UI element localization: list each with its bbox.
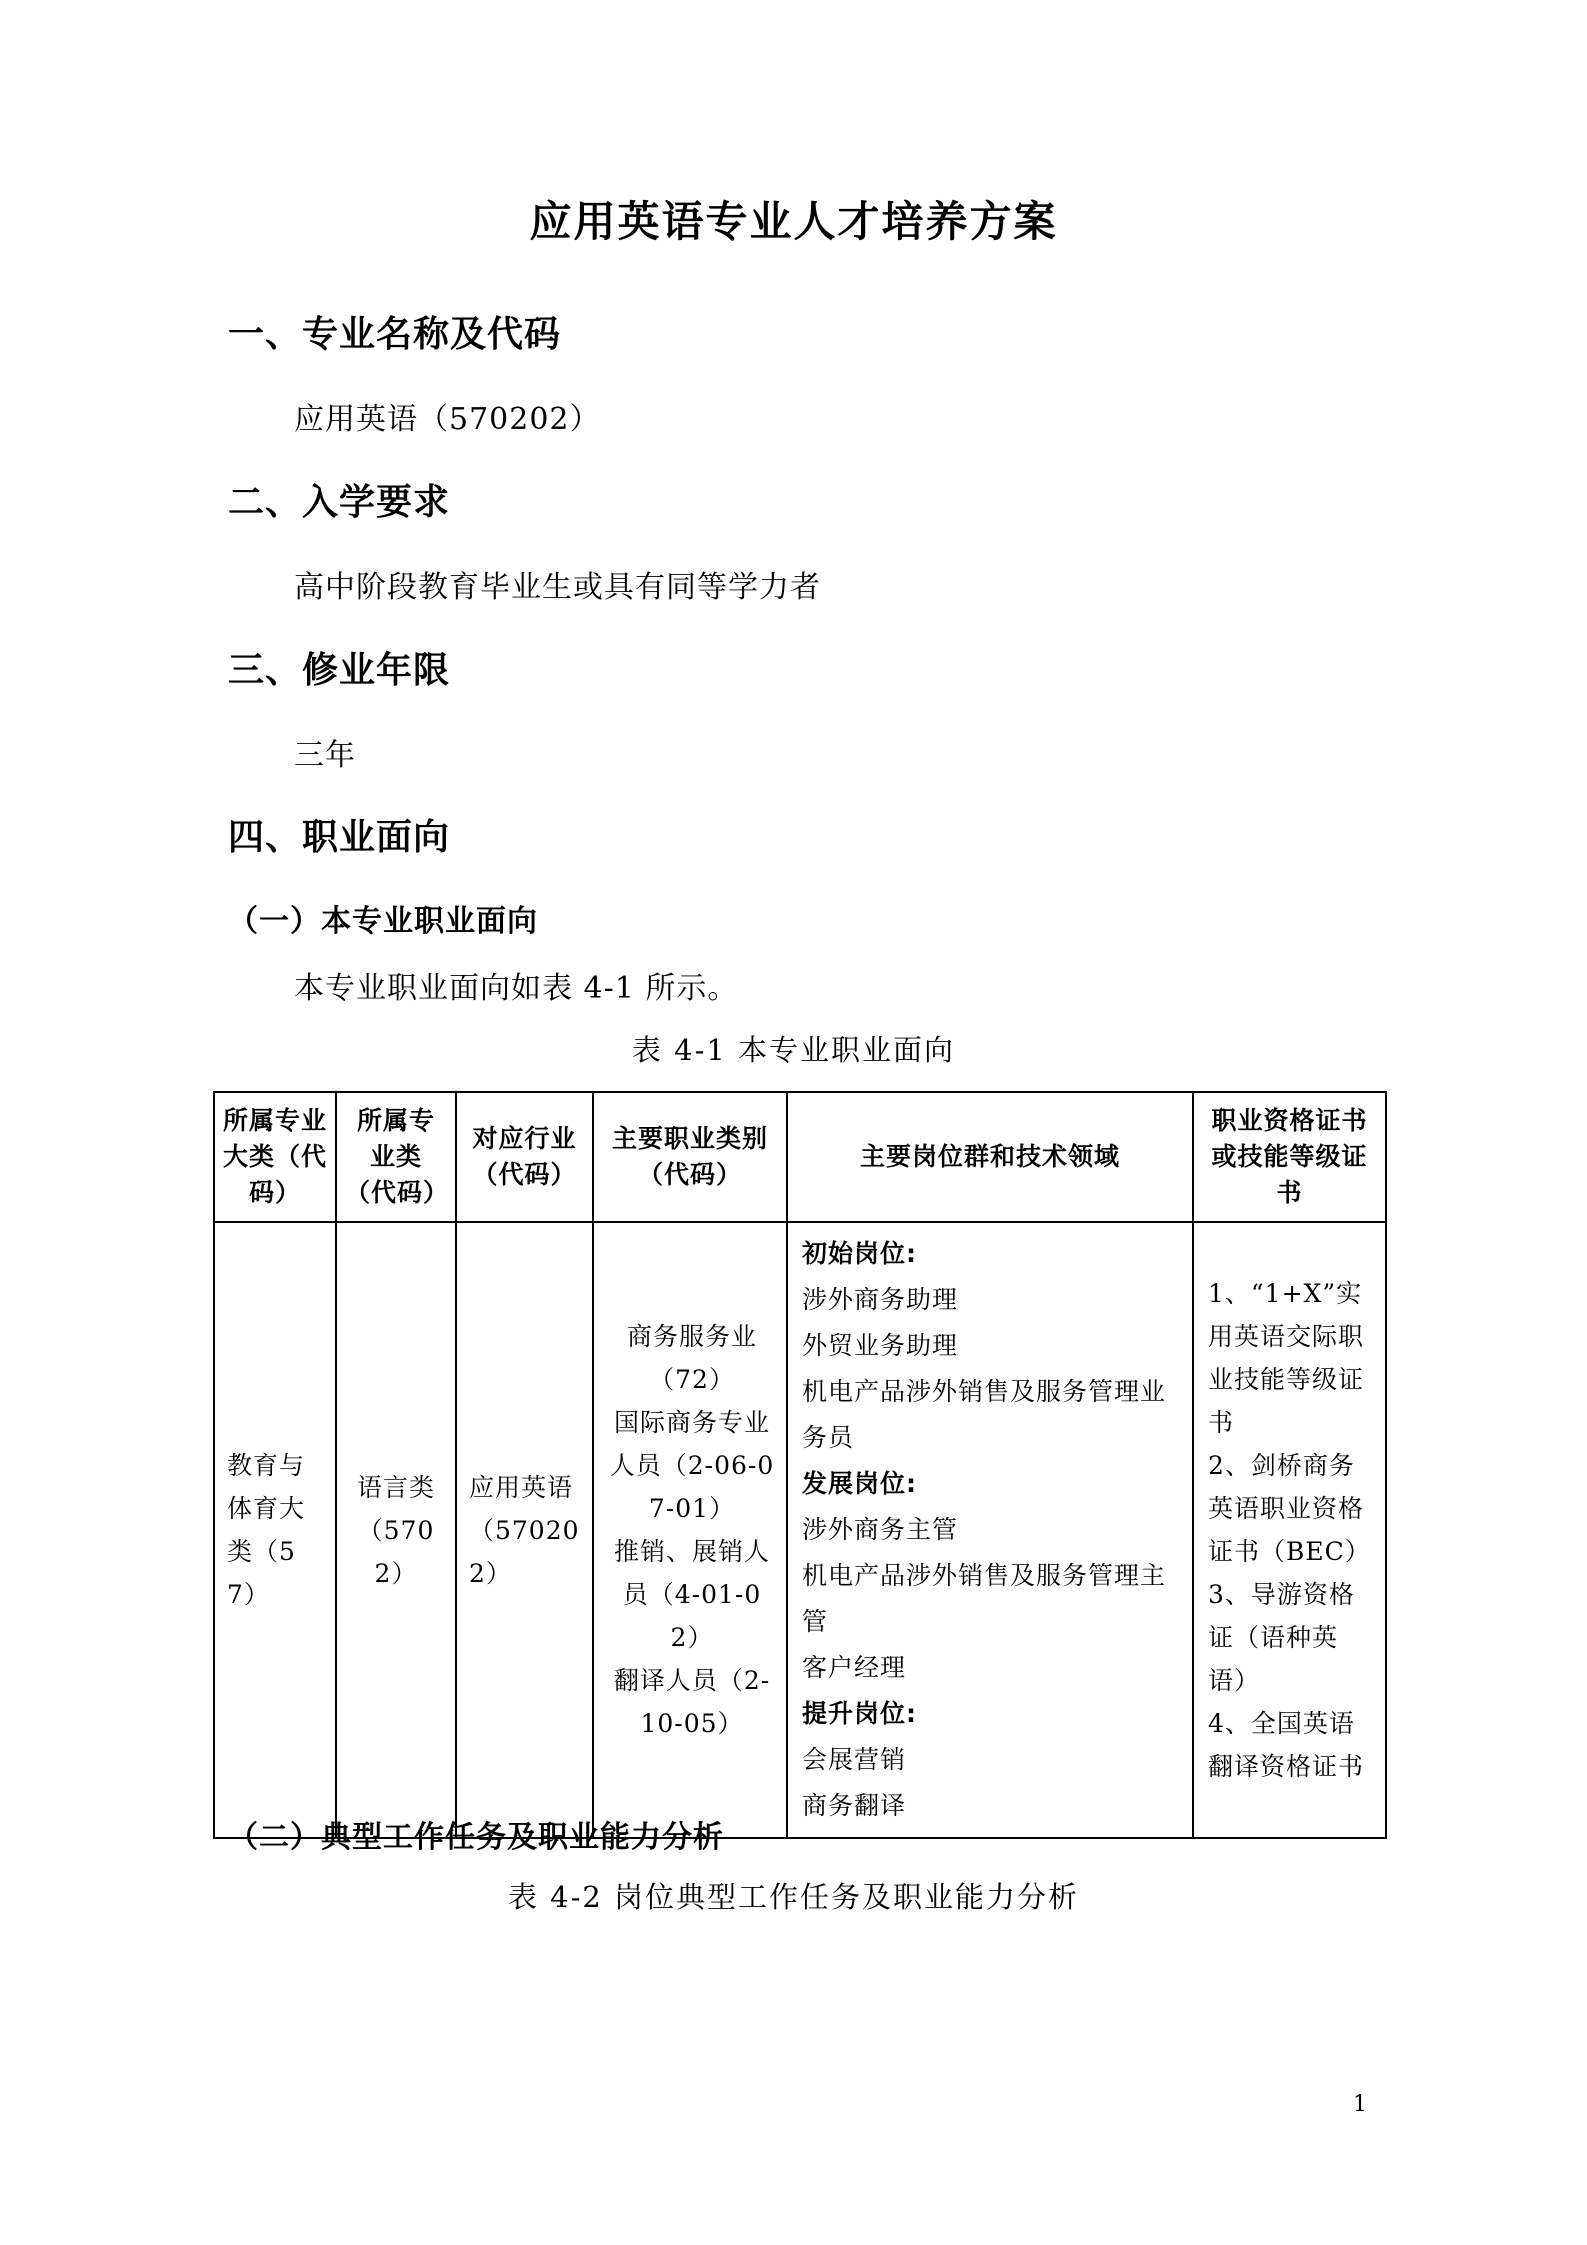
position-item: 会展营销 bbox=[802, 1745, 907, 1774]
section-body-admission: 高中阶段教育毕业生或具有同等学力者 bbox=[294, 570, 821, 605]
positions-develop-label: 发展岗位: bbox=[802, 1469, 917, 1498]
header-certificates: 职业资格证书或技能等级证书 bbox=[1193, 1092, 1386, 1222]
section-heading-name-code: 一、专业名称及代码 bbox=[228, 314, 562, 355]
certificate-item: 3、导游资格证（语种英语） bbox=[1208, 1580, 1355, 1695]
cell-positions bbox=[787, 1222, 1193, 1838]
subsection-heading-career-orientation: （一）本专业职业面向 bbox=[228, 904, 538, 939]
cell-major-category: 教育与体育大类（57） bbox=[214, 1222, 336, 1838]
header-job-category: 主要职业类别（代码） bbox=[593, 1092, 787, 1222]
section-body-name-code: 应用英语（570202） bbox=[294, 402, 601, 437]
header-major-class: 所属专业类（代码） bbox=[336, 1092, 456, 1222]
career-orientation-table bbox=[213, 1091, 1387, 1839]
table-row bbox=[214, 1222, 1386, 1838]
position-item: 机电产品涉外销售及服务管理业务员 bbox=[802, 1377, 1167, 1452]
table-caption-4-2: 表 4-2 岗位典型工作任务及职业能力分析 bbox=[507, 1880, 1080, 1914]
section-heading-career: 四、职业面向 bbox=[228, 817, 451, 858]
section-body-duration: 三年 bbox=[294, 738, 356, 773]
position-item: 机电产品涉外销售及服务管理主管 bbox=[802, 1561, 1167, 1636]
position-item: 商务翻译 bbox=[802, 1791, 907, 1820]
section-heading-admission: 二、入学要求 bbox=[228, 482, 451, 523]
job-category-item: 商务服务业（72） bbox=[626, 1322, 757, 1394]
cell-certificates bbox=[1193, 1222, 1386, 1838]
job-category-item: 翻译人员（2-10-05） bbox=[613, 1666, 771, 1738]
cell-job-categories bbox=[593, 1222, 787, 1838]
positions-initial-label: 初始岗位: bbox=[802, 1239, 917, 1268]
subsection-intro: 本专业职业面向如表 4-1 所示。 bbox=[294, 971, 739, 1006]
subsection-heading-work-tasks: （二）典型工作任务及职业能力分析 bbox=[228, 1820, 724, 1855]
position-item: 客户经理 bbox=[802, 1653, 907, 1682]
certificate-item: 2、剑桥商务英语职业资格证书（BEC） bbox=[1208, 1451, 1371, 1566]
header-industry: 对应行业（代码） bbox=[456, 1092, 593, 1222]
job-category-item: 国际商务专业人员（2-06-07-01） bbox=[609, 1408, 775, 1523]
position-item: 外贸业务助理 bbox=[802, 1331, 959, 1360]
job-category-item: 推销、展销人员（4-01-02） bbox=[613, 1537, 770, 1652]
header-positions: 主要岗位群和技术领域 bbox=[787, 1092, 1193, 1222]
cell-major-class: 语言类（5702） bbox=[336, 1222, 456, 1838]
section-heading-duration: 三、修业年限 bbox=[228, 650, 451, 691]
table-caption-4-1: 表 4-1 本专业职业面向 bbox=[631, 1033, 956, 1067]
table-header-row bbox=[214, 1092, 1386, 1222]
header-major-category: 所属专业大类（代码） bbox=[214, 1092, 336, 1222]
page-number: 1 bbox=[1353, 2092, 1367, 2117]
document-title: 应用英语专业人才培养方案 bbox=[529, 197, 1058, 246]
certificate-item: 4、全国英语翻译资格证书 bbox=[1208, 1709, 1365, 1781]
certificate-item: 1、“1+X”实用英语交际职业技能等级证书 bbox=[1208, 1279, 1365, 1437]
cell-industry: 应用英语（570202） bbox=[456, 1222, 593, 1838]
positions-promote-label: 提升岗位: bbox=[802, 1699, 917, 1728]
position-item: 涉外商务主管 bbox=[802, 1515, 959, 1544]
position-item: 涉外商务助理 bbox=[802, 1285, 959, 1314]
